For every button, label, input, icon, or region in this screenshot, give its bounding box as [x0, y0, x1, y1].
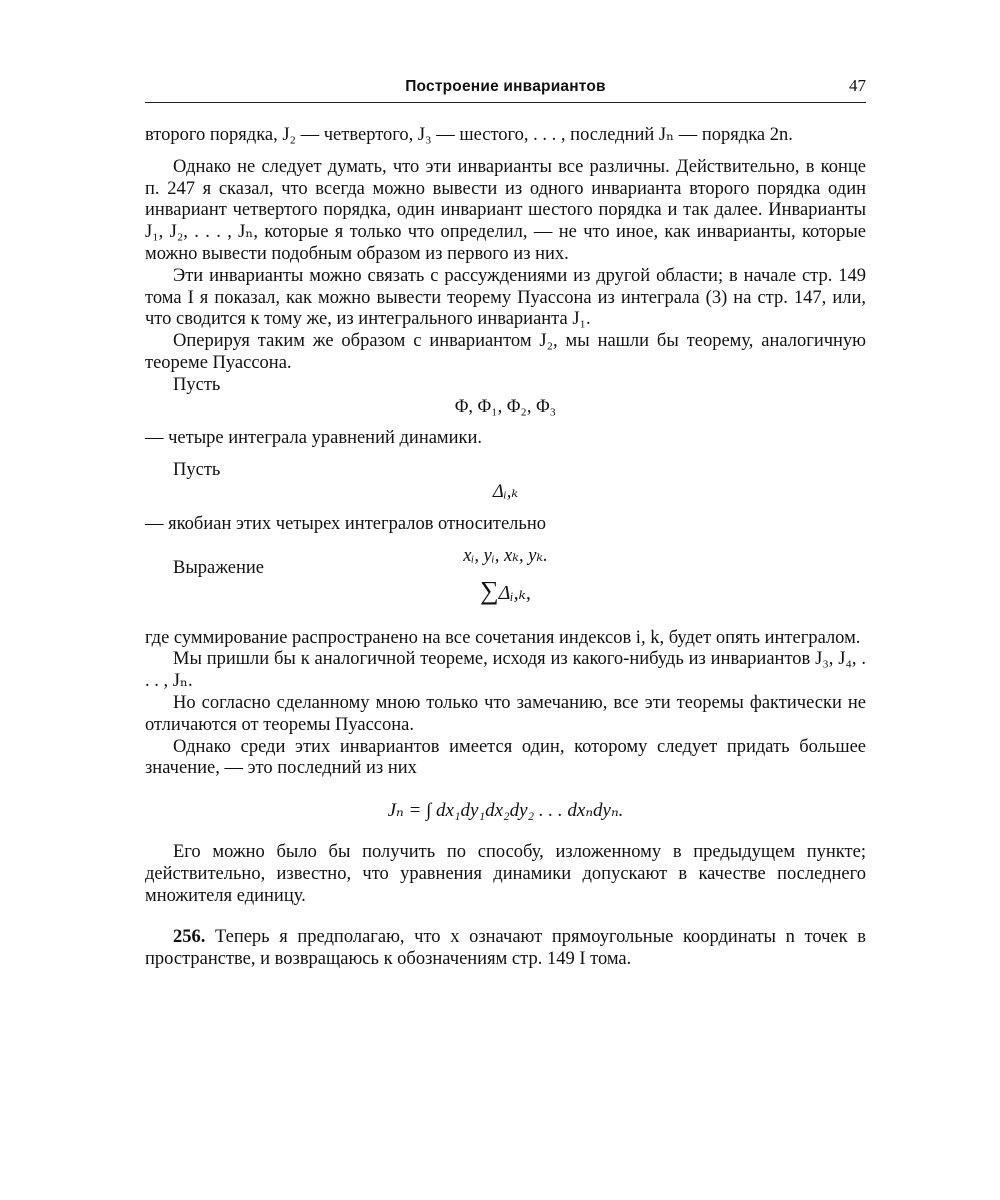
expression-block [145, 546, 866, 608]
paragraph-section-256 [145, 927, 866, 971]
page-number: 47 [849, 76, 866, 95]
paragraph-last-multiplier: Его можно было бы получить по способу, изложенному в предыдущем пункте; действительно, известно, что уравнения динамики допускают в качестве последнего множителя единицу. [145, 841, 866, 906]
page-body [145, 125, 866, 971]
page-header [145, 76, 866, 103]
running-title: Построение инвариантов [405, 78, 606, 95]
section-number: 256. [173, 927, 206, 948]
let-label-1: Пусть [173, 374, 221, 395]
paragraph-jacobian: — якобиан этих четырех интегралов относительно [145, 513, 546, 534]
paragraph-operating-j2: Оперируя таким же образом с инвариантом J₂, мы нашли бы теорему, аналогичную теореме Пуассона. [145, 331, 866, 373]
paragraph-four-integrals: — четыре интеграла уравнений динамики. [145, 428, 483, 449]
paragraph-poisson-link: Эти инварианты можно связать с рассуждениями из другой области; в начале стр. 149 тома I я показал, как можно вывести теорему Пуассона из интеграла (3) на стр. 147, или, что сводится к тому же, из интегрального инварианта J₁. [145, 265, 866, 330]
paragraph-analogous-theorem: Мы пришли бы к аналогичной теореме, исходя из какого-нибудь из инвариантов J₃, J₄, . . . , Jₙ. [145, 649, 866, 692]
sum-symbol: ∑ [480, 575, 499, 605]
paragraph-remark: Но согласно сделанному мною только что замечанию, все эти теоремы фактически не отличаются от теоремы Пуассона. [145, 692, 866, 735]
let-label-2: Пусть [173, 460, 221, 481]
formula-xy-variables: xᵢ, yᵢ, xₖ, yₖ. [463, 545, 548, 566]
expression-label: Выражение [173, 557, 264, 578]
formula-jn-integral: Jₙ = ∫ dx₁dy₁dx₂dy₂ . . . dxₙdyₙ. [387, 800, 624, 822]
formula-sum-delta [145, 575, 866, 605]
paragraph-invariants-distinct: Однако не следует думать, что эти инварианты все различны. Действительно, в конце п. 247 я сказал, что всегда можно вывести из одного инварианта второго порядка один инвариант четвертого порядка, один инвариант шестого порядка и так далее. Инварианты J₁, J₂, . . . , Jₙ, которые я только что определил, — не что иное, как инварианты, которые можно вывести подобным образом из первого из них. [145, 156, 866, 264]
section-256-text: Теперь я предполагаю, что x означают прямоугольные координаты n точек в пространстве, и возвращаюсь к обозначениям стр. 149 I тома. [145, 927, 866, 970]
paragraph-continuation: второго порядка, J₂ — четвертого, J₃ — шестого, . . . , последний Jₙ — порядка 2n. [145, 125, 793, 145]
paragraph-summation: где суммирование распространено на все сочетания индексов i, k, будет опять интегралом. [145, 627, 861, 648]
paragraph-last-invariant: Однако среди этих инвариантов имеется один, которому следует придать большее значение, — это последний из них [145, 736, 866, 779]
sum-term: Δᵢ,ₖ, [498, 581, 531, 604]
formula-delta-ik: Δᵢ,ₖ [492, 481, 519, 502]
formula-phi-integrals: Φ, Φ₁, Φ₂, Φ₃ [454, 396, 557, 417]
